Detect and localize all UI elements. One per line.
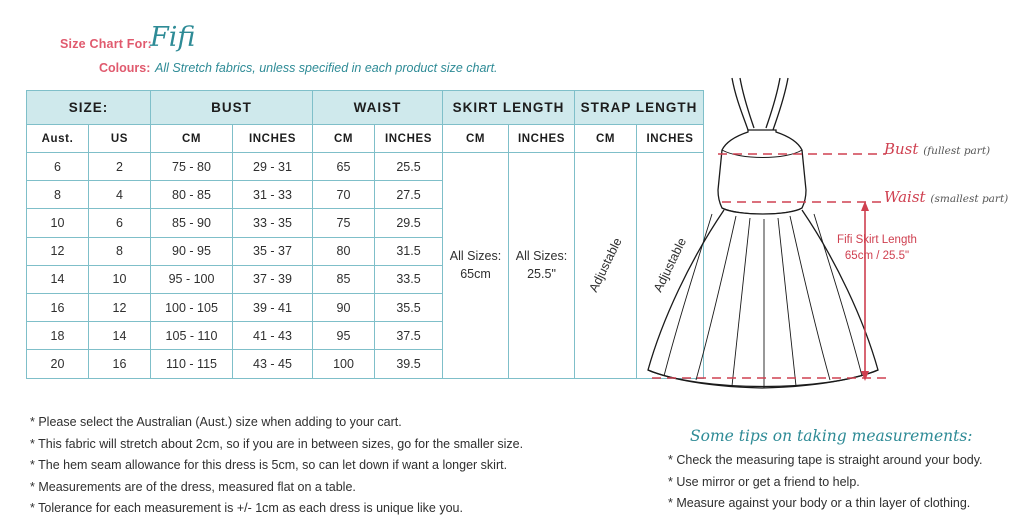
group-header-strap-length: STRAP LENGTH: [575, 91, 704, 125]
cell-us: 10: [89, 265, 151, 293]
cell-bust-inches: 41 - 43: [233, 322, 313, 350]
cell-aust: 20: [27, 350, 89, 378]
cell-aust: 18: [27, 322, 89, 350]
bust-label-text: Bust: [884, 140, 919, 158]
cell-bust-inches: 31 - 33: [233, 181, 313, 209]
cell-bust-inches: 33 - 35: [233, 209, 313, 237]
cell-bust-cm: 90 - 95: [151, 237, 233, 265]
cell-waist-cm: 95: [313, 322, 375, 350]
note-item: * Tolerance for each measurement is +/- 1cm as each dress is unique like you.: [30, 501, 463, 515]
tips-list: [668, 450, 983, 515]
table-group-header-row: [27, 91, 704, 125]
cell-waist-cm: 85: [313, 265, 375, 293]
cell-bust-inches: 37 - 39: [233, 265, 313, 293]
cell-bust-cm: 80 - 85: [151, 181, 233, 209]
cell-skirt-length-cm: All Sizes: 65cm: [443, 153, 509, 379]
waist-note-text: (smallest part): [930, 193, 1009, 205]
notes-list: [30, 412, 523, 520]
sub-header-skirt-cm: CM: [443, 125, 509, 153]
cell-waist-cm: 80: [313, 237, 375, 265]
sub-header-waist-inches: INCHES: [375, 125, 443, 153]
table-row: [27, 153, 704, 181]
cell-aust: 6: [27, 153, 89, 181]
cell-aust: 12: [27, 237, 89, 265]
cell-waist-inches: 29.5: [375, 209, 443, 237]
tip-item: * Use mirror or get a friend to help.: [668, 474, 860, 489]
cell-waist-cm: 100: [313, 350, 375, 378]
cell-aust: 8: [27, 181, 89, 209]
sub-header-waist-cm: CM: [313, 125, 375, 153]
note-item: * Please select the Australian (Aust.) size when adding to your cart.: [30, 415, 402, 429]
size-chart-table: [26, 90, 704, 379]
cell-bust-cm: 75 - 80: [151, 153, 233, 181]
group-header-bust: BUST: [151, 91, 313, 125]
cell-strap-length-cm: [575, 153, 637, 379]
colours-value: All Stretch fabrics, unless specified in each product size chart.: [155, 61, 498, 75]
bust-note-text: (fullest part): [923, 145, 991, 157]
sub-header-skirt-inches: INCHES: [509, 125, 575, 153]
measure-guides: [652, 154, 886, 378]
cell-waist-cm: 75: [313, 209, 375, 237]
tip-item: * Check the measuring tape is straight around your body.: [668, 453, 983, 467]
cell-waist-inches: 37.5: [375, 322, 443, 350]
cell-us: 6: [89, 209, 151, 237]
cell-waist-inches: 39.5: [375, 350, 443, 378]
group-header-skirt-length: SKIRT LENGTH: [443, 91, 575, 125]
cell-bust-cm: 85 - 90: [151, 209, 233, 237]
colours-label: Colours:: [99, 61, 151, 75]
note-item: * Measurements are of the dress, measured flat on a table.: [30, 479, 356, 494]
tip-item: * Measure against your body or a thin layer of clothing.: [668, 496, 971, 510]
sub-header-bust-inches: INCHES: [233, 125, 313, 153]
group-header-size: SIZE:: [27, 91, 151, 125]
strap-length-inches-text: Adjustable: [650, 235, 690, 295]
cell-us: 12: [89, 293, 151, 321]
sub-header-strap-cm: CM: [575, 125, 637, 153]
cell-waist-inches: 25.5: [375, 153, 443, 181]
skirt-length-guide-label: Fifi Skirt Length 65cm / 25.5": [837, 234, 917, 262]
page-title: Fifi: [150, 22, 196, 53]
tips-title: Some tips on taking measurements:: [690, 427, 973, 445]
cell-bust-inches: 43 - 45: [233, 350, 313, 378]
cell-bust-cm: 95 - 100: [151, 265, 233, 293]
size-chart-table-wrap: [26, 90, 704, 379]
strap-length-cm-text: Adjustable: [586, 235, 625, 295]
cell-skirt-length-inches: All Sizes: 25.5": [509, 153, 575, 379]
sub-header-us: US: [89, 125, 151, 153]
cell-bust-cm: 105 - 110: [151, 322, 233, 350]
cell-waist-cm: 70: [313, 181, 375, 209]
note-item: * The hem seam allowance for this dress is 5cm, so can let down if want a longer skirt.: [30, 458, 508, 472]
cell-us: 4: [89, 181, 151, 209]
cell-bust-inches: 35 - 37: [233, 237, 313, 265]
size-chart-for-label: Size Chart For:: [60, 37, 152, 51]
cell-us: 2: [89, 153, 151, 181]
group-header-waist: WAIST: [313, 91, 443, 125]
sub-header-strap-inches: INCHES: [637, 125, 704, 153]
cell-bust-inches: 29 - 31: [233, 153, 313, 181]
bust-guide-label: [884, 140, 990, 158]
cell-us: 8: [89, 237, 151, 265]
cell-waist-cm: 90: [313, 293, 375, 321]
cell-aust: 10: [27, 209, 89, 237]
sub-header-aust: Aust.: [27, 125, 89, 153]
waist-label-text: Waist: [884, 188, 926, 206]
cell-aust: 14: [27, 265, 89, 293]
cell-bust-inches: 39 - 41: [233, 293, 313, 321]
cell-bust-cm: 100 - 105: [151, 293, 233, 321]
cell-bust-cm: 110 - 115: [151, 350, 233, 378]
cell-waist-cm: 65: [313, 153, 375, 181]
cell-aust: 16: [27, 293, 89, 321]
cell-waist-inches: 33.5: [375, 265, 443, 293]
skirt-length-arrow: [861, 201, 869, 381]
table-sub-header-row: [27, 125, 704, 153]
sub-header-bust-cm: CM: [151, 125, 233, 153]
cell-us: 16: [89, 350, 151, 378]
waist-guide-label: [884, 188, 1008, 206]
cell-us: 14: [89, 322, 151, 350]
cell-waist-inches: 27.5: [375, 181, 443, 209]
cell-waist-inches: 31.5: [375, 237, 443, 265]
cell-waist-inches: 35.5: [375, 293, 443, 321]
note-item: * This fabric will stretch about 2cm, so if you are in between sizes, go for the smaller size.: [30, 436, 524, 451]
